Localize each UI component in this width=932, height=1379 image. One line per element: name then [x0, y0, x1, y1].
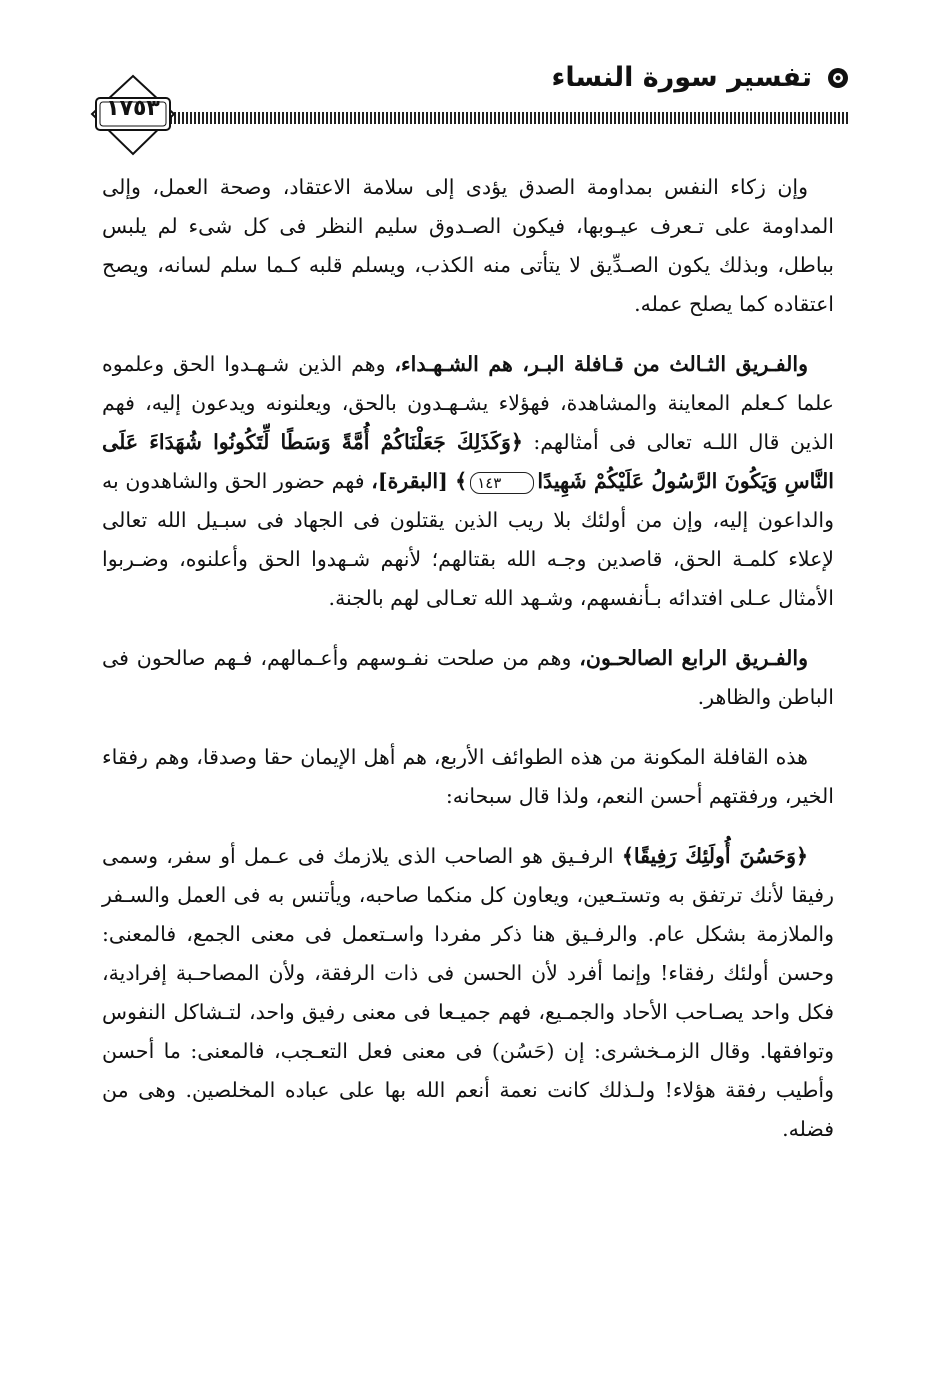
quran-verse: ﴿وَحَسُنَ أُولَئِكَ رَفِيقًا﴾ [621, 844, 808, 868]
paragraph-5 [102, 837, 834, 1149]
paragraph-2 [102, 345, 834, 618]
running-header [552, 62, 850, 93]
ornament-icon [826, 66, 850, 90]
header-rule [170, 112, 848, 124]
surah-reference: [البقرة]، [371, 469, 456, 493]
paragraph-text: وهم الذين شـهـدوا الحق وعلموه علما كـعلم المعاينة والمشاهدة، فهؤلاء يشـهـدون بالحق، ويعلنونه ويدعون إليه، فهم الذين قال اللـه تعالى فى أمثالهم: [102, 352, 834, 454]
ayah-number-marker: ١٤٣ [470, 472, 534, 494]
page-number: ١٧٥٣ [106, 96, 160, 121]
quran-close-bracket: ﴾ [455, 469, 468, 493]
page-number-badge [90, 74, 176, 158]
paragraph-lead: والفـريق الثـالث من قـافلة البـر، هم الشـهـداء، [394, 352, 808, 376]
paragraph-text: الرفـيق هو الصاحب الذى يلازمك فى عـمل أو سفر، وسمى رفيقا لأنك ترتفق به وتستـعين، ويعاون كل منكما صاحبه، ويأتنس به فى العمل والسـفر والملازمة بشكل عام. والرفـيق هنا ذكر مفردا واسـتعمل فى معنى الجمع، فالمعنى: وحسن أولئك رفقاء! وإنما أفرد لأن الحسن فى ذات الرفقة، ولأن المصاحـبة إفرادية، فكل واحد يصـاحب الأحاد والجمـيع، فهم جميـعا فى معنى رفيق واحد، لتـشاكل النفوس وتوافقها. وقال الزمـخشرى: إن (حَسُن) فى معنى فعل التعـجب، فالمعنى: ما أحسن وأطيب رفقة هؤلاء! ولـذلك كانت نعمة أنعم الله بها على عباده المخلصين. وهى من فضله. [102, 844, 834, 1141]
paragraph-text: فهم حضور الحق والشاهدون به والداعون إليه، وإن من أولئك بلا ريب الذين يقتلون فى الجهاد فى سبـيل الله تعالى لإعلاء كلمـة الحق، قاصدين وجـه الله بقتالهم؛ لأنهم شـهدوا الحق وأعلنوه، وضـربوا الأمثال عـلى افتدائه بـأنفسهم، وشـهد الله تعـالى لهم بالجنة. [102, 469, 834, 610]
header-title: تفسير سورة النساء [551, 62, 812, 93]
paragraph-text: هذه القافلة المكونة من هذه الطوائف الأربع، هم أهل الإيمان حقا وصدقا، وهم رفقاء الخير، ورفقتهم أحسن النعم، ولذا قال سبحانه: [102, 745, 834, 808]
paragraph-1 [102, 168, 834, 324]
paragraph-3 [102, 639, 834, 717]
paragraph-lead: والفـريق الرابع الصالحـون، [579, 646, 808, 670]
quran-verse: ﴿وَكَذَلِكَ جَعَلْنَاكُمْ أُمَّةً وَسَطًا لِّتَكُونُوا شُهَدَاءَ عَلَى النَّاسِ وَيَكُونَ الرَّسُولُ عَلَيْكُمْ شَهِيدًا [102, 430, 835, 493]
page-body [102, 168, 834, 1170]
paragraph-4 [102, 738, 834, 816]
paragraph-text: وإن زكاء النفس بمداومة الصدق يؤدى إلى سلامة الاعتقاد، وصحة العمل، وإلى المداومة على تـعرف عيـوبها، فيكون الصـدوق سليم النظر فى كل شىء لم يلبس بباطل، وبذلك يكون الصـدِّيق لا يتأتى منه الكذب، ويسلم قلبه كـما سلم لسانه، ويصح اعتقاده كما يصلح عمله. [102, 175, 834, 316]
paragraph-text: وهم من صلحت نفـوسهم وأعـمالهم، فـهم صالحون فى الباطن والظاهر. [102, 646, 834, 709]
